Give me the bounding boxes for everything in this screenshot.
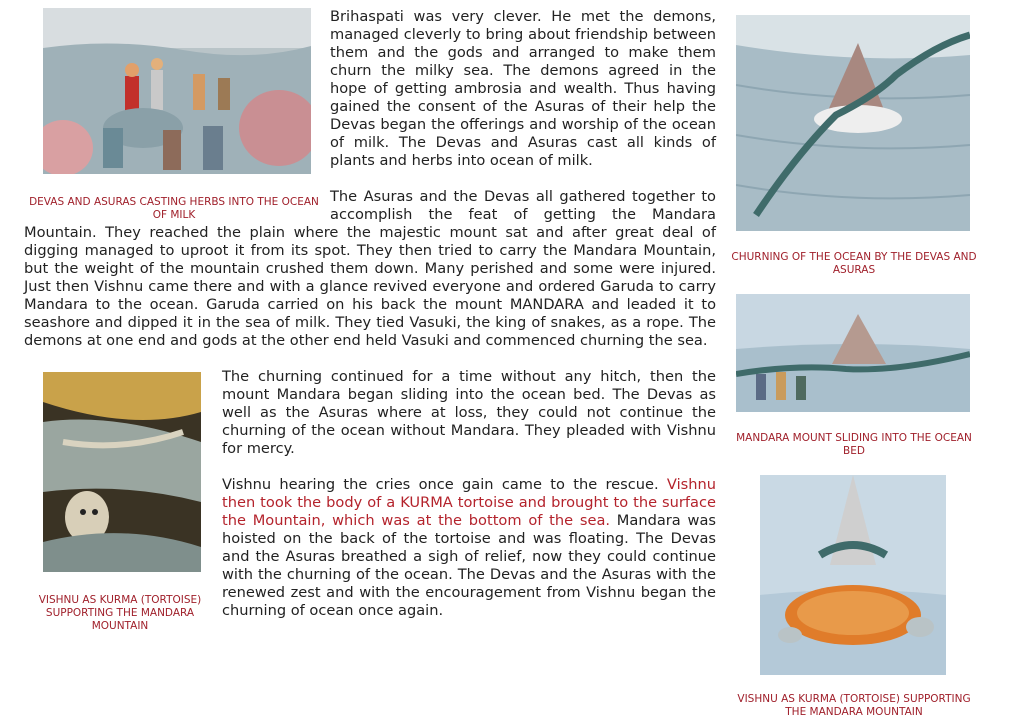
figure-churning: [728, 15, 980, 277]
caption-herbs: DEVAS AND ASURAS CASTING HERBS INTO THE OCEAN OF MILK: [29, 196, 319, 221]
main-content: [24, 8, 716, 633]
herbs-illustration: [43, 8, 311, 174]
caption-kurma-left: VISHNU AS KURMA (TORTOISE) SUPPORTING THE MANDARA MOUNTAIN: [38, 594, 202, 632]
figure-kurma-left: [24, 372, 216, 633]
paragraph-brihaspati: Brihaspati was very clever. He met the demons, managed cleverly to bring about friendship between them and the gods and arranged to make them churn the milky sea. The demons agreed in the hope of getting ambrosia and wealth. Thus having gained the consent of the Asuras of their help the Devas began the offerings and worship of the ocean of milk. The Devas and Asuras cast all kinds of plants and herbs into ocean of milk.: [330, 8, 716, 169]
caption-kurma-right: VISHNU AS KURMA (TORTOISE) SUPPORTING THE MANDARA MOUNTAIN: [737, 693, 971, 718]
figure-kurma-right: [728, 475, 980, 719]
figure-herbs: [24, 8, 324, 222]
vishnu-rest-text: Mandara was hoisted on the back of the tortoise and was floating. The Devas and the Asuras breathed a sigh of relief, now they could continue with the churning of the ocean. The Devas and the Asuras with the renewed zest and with the encouragement from Vishnu began the churning of ocean once again.: [222, 512, 716, 619]
vishnu-highlight-text: Vishnu then took the body of a KURMA tortoise and brought to the surface the Mountain, which was at the bottom of the sea.: [222, 476, 716, 529]
caption-churning: CHURNING OF THE OCEAN BY THE DEVAS AND ASURAS: [731, 251, 977, 276]
paragraph-sliding: The churning continued for a time without any hitch, then the mount Mandara began sliding into the ocean bed. The Devas as well as the Asuras where at loss, they could not continue the churning of the ocean without Mandara. They pleaded with Vishnu for mercy.: [222, 368, 716, 457]
caption-sliding: MANDARA MOUNT SLIDING INTO THE OCEAN BED: [736, 432, 972, 457]
churning-illustration: [736, 15, 970, 231]
vishnu-intro-text: Vishnu hearing the cries once gain came to the rescue.: [222, 476, 667, 493]
kurma-tortoise-illustration: [760, 475, 946, 675]
kurma-painting: [43, 372, 201, 572]
paragraph-mandara: The Asuras and the Devas all gathered together to accomplish the feat of getting the Mandara Mountain. They reached the plain where the majestic mount sat and after great deal of digging managed to uproot it from its spot. They then tried to carry the Mandara Mountain, but the weight of the mountain crushed them down. Many perished and some were injured. Just then Vishnu came there and with a glance revived everyone and ordered Garuda to carry Mandara to the ocean. Garuda carried on his back the mount MANDARA and leaded it to seashore and dipped it in the sea of milk. They tied Vasuki, the king of snakes, as a rope. The demons at one end and gods at the other end held Vasuki and commenced churning the sea.: [24, 188, 716, 349]
figure-sliding: [728, 294, 980, 458]
sliding-illustration: [736, 294, 970, 412]
